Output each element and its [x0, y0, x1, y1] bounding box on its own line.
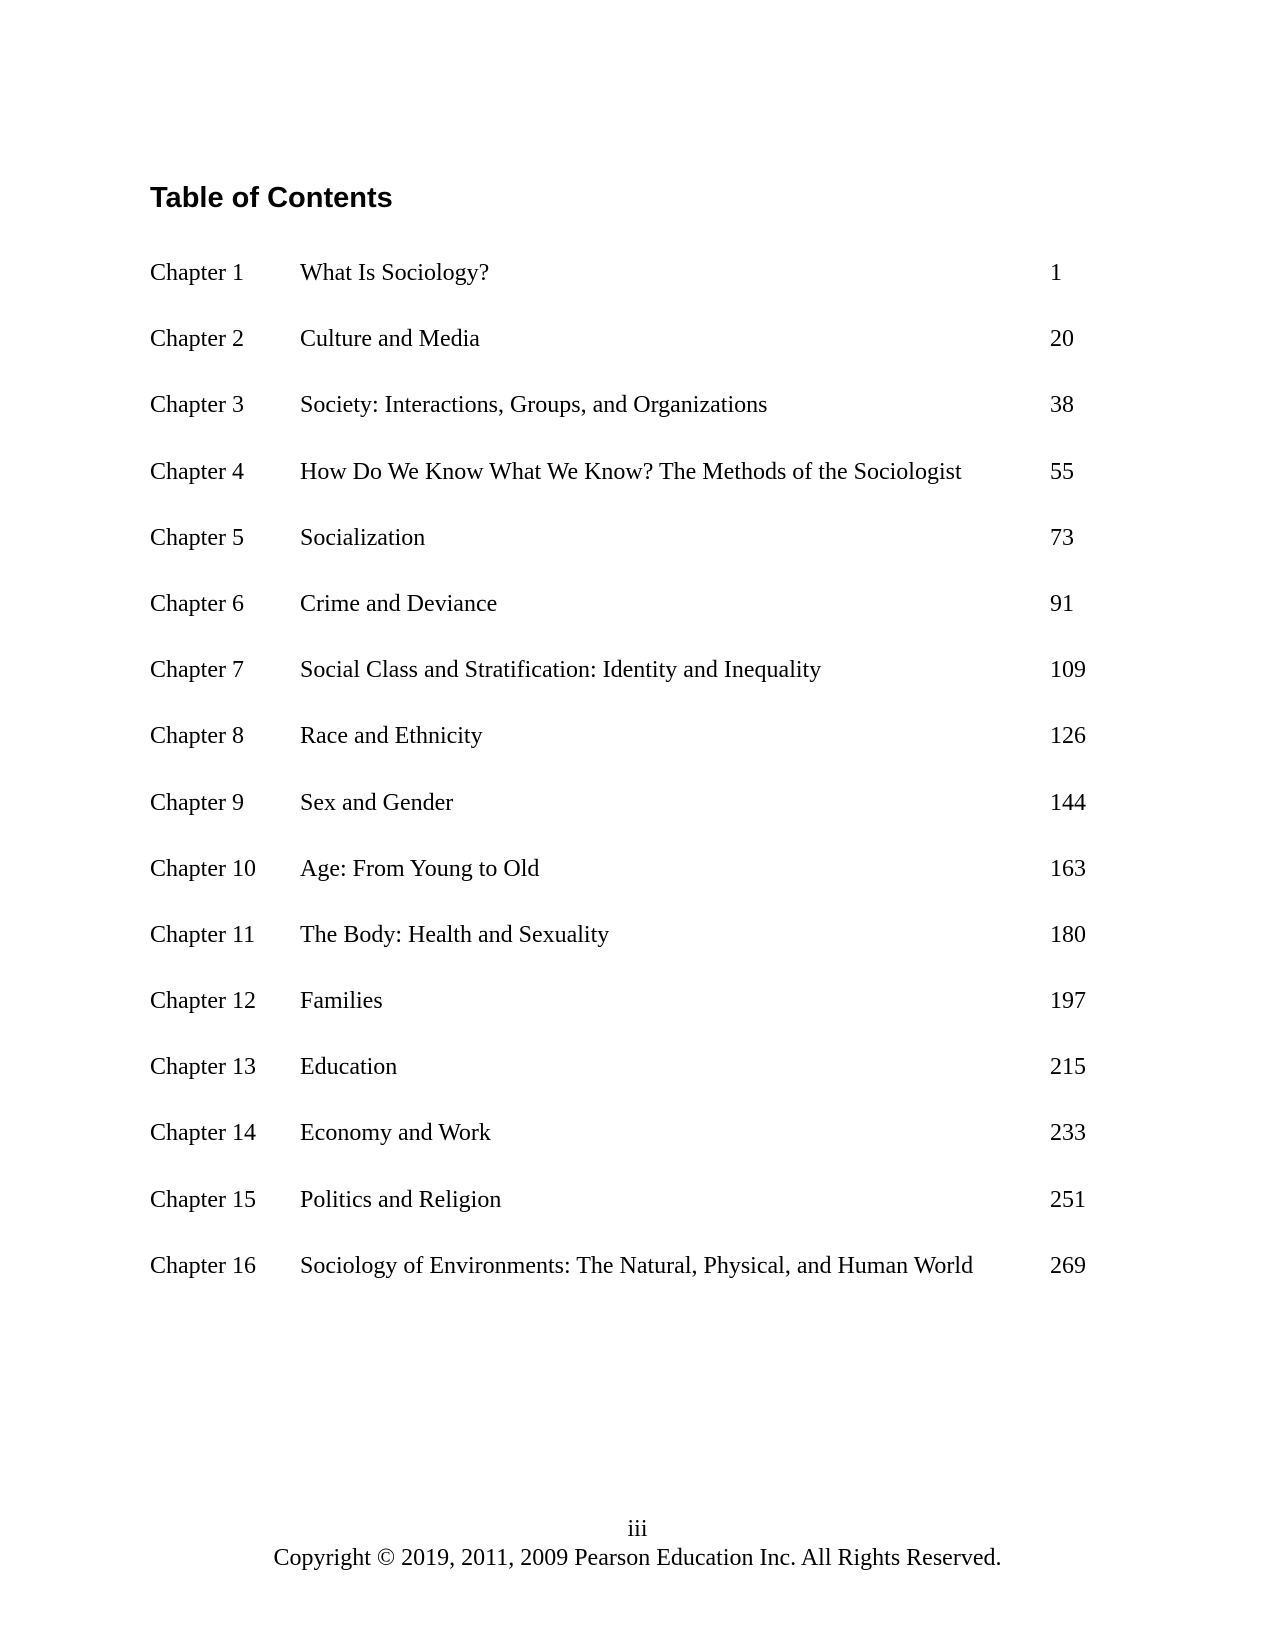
chapter-title: What Is Sociology?: [300, 260, 490, 286]
chapter-label: Chapter 2: [150, 326, 244, 353]
toc-entry: [150, 457, 1150, 523]
toc-entry: [150, 258, 1150, 324]
page-number: 91: [1050, 590, 1074, 617]
chapter-label: Chapter 16: [150, 1252, 256, 1279]
chapter-title: Sociology of Environments: The Natural, Physical, and Human World: [300, 1252, 974, 1279]
chapter-label: Chapter 14: [150, 1120, 256, 1147]
chapter-label: Chapter 7: [150, 657, 244, 684]
chapter-label: Chapter 13: [150, 1054, 256, 1081]
toc-entry: [150, 523, 1150, 589]
chapter-label: Chapter 11: [150, 921, 256, 948]
chapter-label: Chapter 6: [150, 590, 244, 617]
page-number: 38: [1050, 392, 1074, 419]
toc-entry: [150, 854, 1150, 920]
page-number: 126: [1050, 723, 1086, 750]
footer-page-number: iii: [627, 1516, 648, 1542]
page-number: 109: [1050, 657, 1086, 684]
chapter-title: The Body: Health and Sexuality: [300, 921, 610, 948]
page-number: 251: [1050, 1186, 1086, 1213]
toc-entry: [150, 1185, 1150, 1251]
chapter-label: Chapter 4: [150, 458, 244, 485]
chapter-label: Chapter 5: [150, 524, 244, 551]
chapter-title: Politics and Religion: [300, 1186, 502, 1213]
toc-entry: [150, 788, 1150, 854]
page-number: 269: [1050, 1252, 1086, 1279]
page-number: 215: [1050, 1054, 1086, 1081]
chapter-label: Chapter 8: [150, 723, 244, 750]
page-number: 55: [1050, 458, 1074, 485]
page-title: Table of Contents: [150, 182, 393, 214]
page-number: 20: [1050, 326, 1074, 353]
page-number: 163: [1050, 855, 1086, 882]
table-of-contents: [150, 258, 1150, 1317]
toc-entry: [150, 589, 1150, 655]
chapter-title: Sex and Gender: [300, 789, 454, 816]
toc-entry: [150, 324, 1150, 390]
chapter-title: Economy and Work: [300, 1120, 491, 1147]
chapter-label: Chapter 3: [150, 392, 244, 419]
toc-entry: [150, 390, 1150, 456]
chapter-title: Race and Ethnicity: [300, 723, 483, 750]
chapter-label: Chapter 10: [150, 855, 256, 882]
chapter-title: Education: [300, 1054, 398, 1081]
chapter-title: Families: [300, 988, 383, 1015]
toc-entry: [150, 1118, 1150, 1184]
page-number: 144: [1050, 789, 1086, 816]
page-number: 180: [1050, 921, 1086, 948]
chapter-title: Socialization: [300, 524, 426, 551]
chapter-label: Chapter 15: [150, 1186, 256, 1213]
chapter-title: Age: From Young to Old: [300, 855, 540, 882]
toc-entry: [150, 920, 1150, 986]
page-number: 73: [1050, 524, 1074, 551]
chapter-label: Chapter 12: [150, 988, 256, 1015]
toc-entry: [150, 1052, 1150, 1118]
toc-entry: [150, 1251, 1150, 1317]
chapter-label: Chapter 9: [150, 789, 244, 816]
chapter-title: Culture and Media: [300, 326, 480, 353]
chapter-label: Chapter 1: [150, 260, 244, 286]
page-number: 1: [1050, 260, 1062, 286]
toc-entry: [150, 721, 1150, 787]
copyright-notice: Copyright © 2019, 2011, 2009 Pearson Education Inc. All Rights Reserved.: [273, 1545, 1002, 1571]
toc-entry: [150, 986, 1150, 1052]
chapter-title: How Do We Know What We Know? The Methods of the Sociologist: [300, 458, 962, 485]
toc-entry: [150, 655, 1150, 721]
chapter-title: Society: Interactions, Groups, and Organizations: [300, 392, 768, 419]
chapter-title: Crime and Deviance: [300, 590, 498, 617]
page-number: 233: [1050, 1120, 1086, 1147]
chapter-title: Social Class and Stratification: Identity and Inequality: [300, 657, 822, 684]
page-number: 197: [1050, 988, 1086, 1015]
